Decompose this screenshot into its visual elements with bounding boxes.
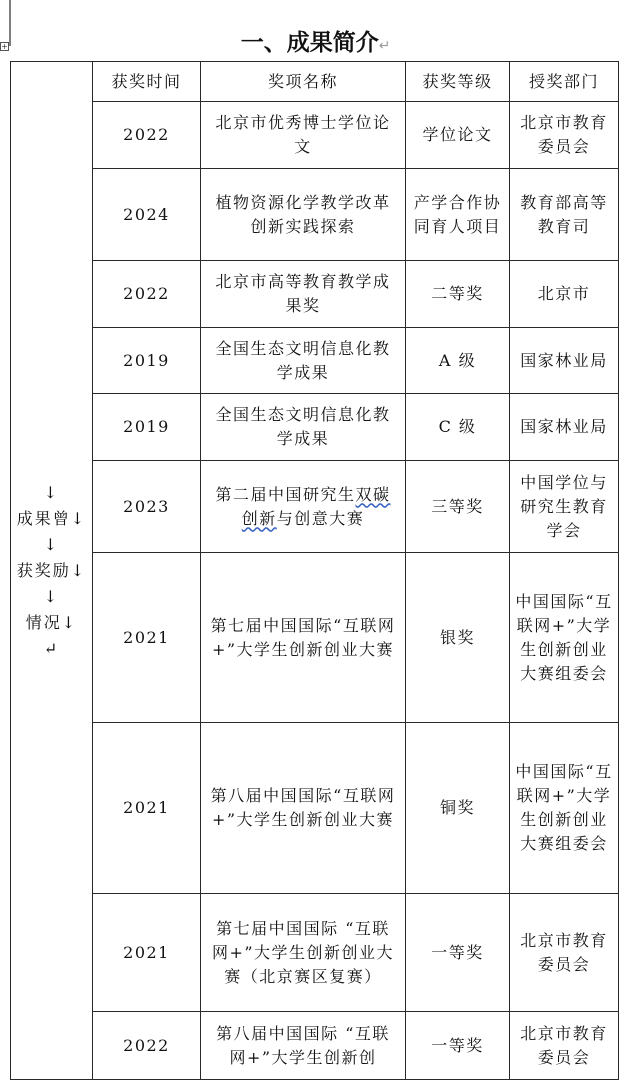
table-row bbox=[11, 169, 619, 261]
label-line: ↵ bbox=[43, 638, 60, 658]
cell-award-name: 全国生态文明信息化教学成果 bbox=[201, 394, 406, 461]
header-award-level: 获奖等级 bbox=[406, 62, 510, 102]
cell-awarding-org: 北京市 bbox=[510, 261, 619, 328]
table-row bbox=[11, 102, 619, 169]
table-header-row bbox=[11, 62, 619, 102]
label-line: ↓ bbox=[43, 482, 60, 502]
cell-year: 2021 bbox=[93, 553, 201, 723]
title-text: 一、成果简介 bbox=[240, 30, 379, 56]
cell-award-name: 第七届中国国际“互联网+”大学生创新创业大赛 bbox=[201, 553, 406, 723]
cell-awarding-org: 中国国际“互联网+”大学生创新创业大赛组委会 bbox=[510, 723, 619, 894]
cell-award-name: 植物资源化学教学改革创新实践探索 bbox=[201, 169, 406, 261]
cell-year: 2019 bbox=[93, 328, 201, 394]
cell-award-name: 第七届中国国际 “互联网+”大学生创新创业大赛（北京赛区复赛） bbox=[201, 894, 406, 1012]
awards-section-label-cell bbox=[11, 62, 93, 1080]
cell-award-level: 铜奖 bbox=[406, 723, 510, 894]
header-award-name: 奖项名称 bbox=[201, 62, 406, 102]
cell-award-name: 第八届中国国际 “互联网+”大学生创新创 bbox=[201, 1012, 406, 1080]
cell-year: 2022 bbox=[93, 1012, 201, 1080]
cell-award-level: 一等奖 bbox=[406, 1012, 510, 1080]
cell-awarding-org: 中国学位与研究生教育学会 bbox=[510, 461, 619, 553]
cell-award-name bbox=[201, 461, 406, 553]
cell-year: 2022 bbox=[93, 261, 201, 328]
label-line: 情况↓ bbox=[25, 612, 78, 632]
table-row bbox=[11, 553, 619, 723]
page-title bbox=[0, 26, 631, 63]
awards-section-label bbox=[17, 480, 86, 662]
cell-awarding-org: 国家林业局 bbox=[510, 394, 619, 461]
cell-award-level: 学位论文 bbox=[406, 102, 510, 169]
cell-award-name: 北京市高等教育教学成果奖 bbox=[201, 261, 406, 328]
header-year: 获奖时间 bbox=[93, 62, 201, 102]
table-row bbox=[11, 328, 619, 394]
cell-award-name: 第八届中国国际“互联网+”大学生创新创业大赛 bbox=[201, 723, 406, 894]
table-row bbox=[11, 1012, 619, 1080]
table-row bbox=[11, 461, 619, 553]
cell-award-level: 一等奖 bbox=[406, 894, 510, 1012]
cell-year: 2021 bbox=[93, 894, 201, 1012]
label-line: 成果曾↓ bbox=[16, 508, 87, 528]
cell-year: 2019 bbox=[93, 394, 201, 461]
cell-award-level: 产学合作协同育人项目 bbox=[406, 169, 510, 261]
header-awarding-org: 授奖部门 bbox=[510, 62, 619, 102]
cell-award-level: C 级 bbox=[406, 394, 510, 461]
cell-award-level: A 级 bbox=[406, 328, 510, 394]
table-row bbox=[11, 894, 619, 1012]
awards-table bbox=[10, 61, 619, 1080]
table-row bbox=[11, 394, 619, 461]
label-line: ↓ bbox=[43, 534, 60, 554]
cell-award-level: 三等奖 bbox=[406, 461, 510, 553]
table-row bbox=[11, 261, 619, 328]
cell-awarding-org: 中国国际“互联网+”大学生创新创业大赛组委会 bbox=[510, 553, 619, 723]
cell-awarding-org: 国家林业局 bbox=[510, 328, 619, 394]
cell-awarding-org: 教育部高等教育司 bbox=[510, 169, 619, 261]
cell-year: 2022 bbox=[93, 102, 201, 169]
label-line: 获奖励↓ bbox=[16, 560, 87, 580]
cell-awarding-org: 北京市教育委员会 bbox=[510, 1012, 619, 1080]
cell-year: 2023 bbox=[93, 461, 201, 553]
cell-year: 2024 bbox=[93, 169, 201, 261]
cell-year: 2021 bbox=[93, 723, 201, 894]
cell-award-name: 全国生态文明信息化教学成果 bbox=[201, 328, 406, 394]
paragraph-mark: ↵ bbox=[378, 38, 391, 54]
cell-award-level: 银奖 bbox=[406, 553, 510, 723]
table-move-handle-icon[interactable]: + bbox=[1, 42, 8, 51]
cell-award-name: 北京市优秀博士学位论文 bbox=[201, 102, 406, 169]
award-name-part: 与创意大赛 bbox=[276, 508, 365, 528]
award-name-part: 第二届中国研究生 bbox=[215, 484, 356, 504]
cell-award-level: 二等奖 bbox=[406, 261, 510, 328]
cell-awarding-org: 北京市教育委员会 bbox=[510, 102, 619, 169]
table-row bbox=[11, 723, 619, 894]
spellcheck-underlined-text[interactable]: 双碳创新 bbox=[241, 484, 391, 528]
label-line: ↓ bbox=[43, 586, 60, 606]
cell-awarding-org: 北京市教育委员会 bbox=[510, 894, 619, 1012]
